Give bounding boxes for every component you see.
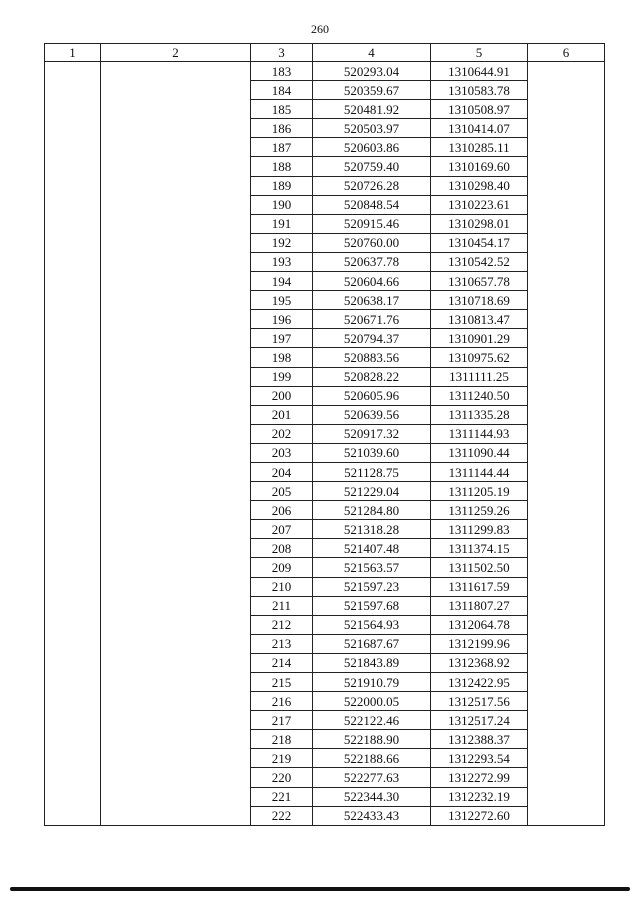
y-coordinate-cell: 1310975.62 xyxy=(431,348,528,367)
x-coordinate-cell: 522433.43 xyxy=(313,806,431,825)
point-number-cell: 211 xyxy=(251,596,313,615)
column-header-2: 2 xyxy=(101,44,251,62)
point-number-cell: 192 xyxy=(251,233,313,252)
point-number-cell: 198 xyxy=(251,348,313,367)
x-coordinate-cell: 521039.60 xyxy=(313,443,431,462)
point-number-cell: 202 xyxy=(251,424,313,443)
column-1-cell xyxy=(45,62,101,826)
x-coordinate-cell: 520481.92 xyxy=(313,100,431,119)
x-coordinate-cell: 520639.56 xyxy=(313,405,431,424)
point-number-cell: 196 xyxy=(251,310,313,329)
x-coordinate-cell: 522122.46 xyxy=(313,711,431,730)
column-header-5: 5 xyxy=(431,44,528,62)
x-coordinate-cell: 520637.78 xyxy=(313,252,431,271)
x-coordinate-cell: 522188.90 xyxy=(313,730,431,749)
point-number-cell: 189 xyxy=(251,176,313,195)
y-coordinate-cell: 1312368.92 xyxy=(431,653,528,672)
page-number: 260 xyxy=(311,22,329,36)
x-coordinate-cell: 520671.76 xyxy=(313,310,431,329)
x-coordinate-cell: 521128.75 xyxy=(313,462,431,481)
y-coordinate-cell: 1310542.52 xyxy=(431,252,528,271)
x-coordinate-cell: 520726.28 xyxy=(313,176,431,195)
x-coordinate-cell: 520828.22 xyxy=(313,367,431,386)
x-coordinate-cell: 521318.28 xyxy=(313,520,431,539)
x-coordinate-cell: 521564.93 xyxy=(313,615,431,634)
y-coordinate-cell: 1311240.50 xyxy=(431,386,528,405)
x-coordinate-cell: 521597.23 xyxy=(313,577,431,596)
table-body xyxy=(45,62,605,826)
point-number-cell: 207 xyxy=(251,520,313,539)
point-number-cell: 185 xyxy=(251,100,313,119)
x-coordinate-cell: 520794.37 xyxy=(313,329,431,348)
x-coordinate-cell: 520917.32 xyxy=(313,424,431,443)
point-number-cell: 199 xyxy=(251,367,313,386)
x-coordinate-cell: 520503.97 xyxy=(313,119,431,138)
point-number-cell: 208 xyxy=(251,539,313,558)
point-number-cell: 222 xyxy=(251,806,313,825)
point-number-cell: 210 xyxy=(251,577,313,596)
column-header-6: 6 xyxy=(528,44,605,62)
column-header-4: 4 xyxy=(313,44,431,62)
point-number-cell: 201 xyxy=(251,405,313,424)
x-coordinate-cell: 522344.30 xyxy=(313,787,431,806)
point-number-cell: 183 xyxy=(251,62,313,81)
y-coordinate-cell: 1311617.59 xyxy=(431,577,528,596)
y-coordinate-cell: 1312199.96 xyxy=(431,634,528,653)
y-coordinate-cell: 1310657.78 xyxy=(431,272,528,291)
point-number-cell: 193 xyxy=(251,252,313,271)
point-number-cell: 206 xyxy=(251,501,313,520)
x-coordinate-cell: 521843.89 xyxy=(313,653,431,672)
point-number-cell: 187 xyxy=(251,138,313,157)
table-row xyxy=(45,62,605,81)
y-coordinate-cell: 1310644.91 xyxy=(431,62,528,81)
y-coordinate-cell: 1310285.11 xyxy=(431,138,528,157)
y-coordinate-cell: 1310298.01 xyxy=(431,214,528,233)
column-header-3: 3 xyxy=(251,44,313,62)
y-coordinate-cell: 1310298.40 xyxy=(431,176,528,195)
y-coordinate-cell: 1311144.93 xyxy=(431,424,528,443)
footer-divider xyxy=(10,887,630,891)
point-number-cell: 190 xyxy=(251,195,313,214)
y-coordinate-cell: 1311144.44 xyxy=(431,462,528,481)
y-coordinate-cell: 1310583.78 xyxy=(431,81,528,100)
x-coordinate-cell: 521910.79 xyxy=(313,673,431,692)
x-coordinate-cell: 520638.17 xyxy=(313,291,431,310)
y-coordinate-cell: 1311205.19 xyxy=(431,482,528,501)
y-coordinate-cell: 1311335.28 xyxy=(431,405,528,424)
x-coordinate-cell: 520760.00 xyxy=(313,233,431,252)
x-coordinate-cell: 521687.67 xyxy=(313,634,431,653)
point-number-cell: 195 xyxy=(251,291,313,310)
x-coordinate-cell: 520759.40 xyxy=(313,157,431,176)
y-coordinate-cell: 1311259.26 xyxy=(431,501,528,520)
point-number-cell: 186 xyxy=(251,119,313,138)
x-coordinate-cell: 521563.57 xyxy=(313,558,431,577)
y-coordinate-cell: 1310454.17 xyxy=(431,233,528,252)
x-coordinate-cell: 520603.86 xyxy=(313,138,431,157)
point-number-cell: 203 xyxy=(251,443,313,462)
x-coordinate-cell: 520605.96 xyxy=(313,386,431,405)
x-coordinate-cell: 522277.63 xyxy=(313,768,431,787)
y-coordinate-cell: 1312272.99 xyxy=(431,768,528,787)
y-coordinate-cell: 1312422.95 xyxy=(431,673,528,692)
coordinates-table xyxy=(44,43,605,826)
y-coordinate-cell: 1311807.27 xyxy=(431,596,528,615)
y-coordinate-cell: 1312064.78 xyxy=(431,615,528,634)
y-coordinate-cell: 1310813.47 xyxy=(431,310,528,329)
point-number-cell: 219 xyxy=(251,749,313,768)
y-coordinate-cell: 1310901.29 xyxy=(431,329,528,348)
y-coordinate-cell: 1311502.50 xyxy=(431,558,528,577)
point-number-cell: 205 xyxy=(251,482,313,501)
point-number-cell: 212 xyxy=(251,615,313,634)
column-header-1: 1 xyxy=(45,44,101,62)
x-coordinate-cell: 520915.46 xyxy=(313,214,431,233)
x-coordinate-cell: 521597.68 xyxy=(313,596,431,615)
y-coordinate-cell: 1312517.24 xyxy=(431,711,528,730)
column-6-cell xyxy=(528,62,605,826)
x-coordinate-cell: 520848.54 xyxy=(313,195,431,214)
point-number-cell: 213 xyxy=(251,634,313,653)
y-coordinate-cell: 1310718.69 xyxy=(431,291,528,310)
point-number-cell: 221 xyxy=(251,787,313,806)
y-coordinate-cell: 1312388.37 xyxy=(431,730,528,749)
point-number-cell: 217 xyxy=(251,711,313,730)
point-number-cell: 184 xyxy=(251,81,313,100)
point-number-cell: 218 xyxy=(251,730,313,749)
y-coordinate-cell: 1311299.83 xyxy=(431,520,528,539)
y-coordinate-cell: 1311374.15 xyxy=(431,539,528,558)
point-number-cell: 188 xyxy=(251,157,313,176)
point-number-cell: 204 xyxy=(251,462,313,481)
y-coordinate-cell: 1312517.56 xyxy=(431,692,528,711)
point-number-cell: 191 xyxy=(251,214,313,233)
y-coordinate-cell: 1310169.60 xyxy=(431,157,528,176)
y-coordinate-cell: 1310508.97 xyxy=(431,100,528,119)
point-number-cell: 214 xyxy=(251,653,313,672)
x-coordinate-cell: 520883.56 xyxy=(313,348,431,367)
x-coordinate-cell: 520359.67 xyxy=(313,81,431,100)
y-coordinate-cell: 1312272.60 xyxy=(431,806,528,825)
y-coordinate-cell: 1310414.07 xyxy=(431,119,528,138)
y-coordinate-cell: 1312232.19 xyxy=(431,787,528,806)
x-coordinate-cell: 520293.04 xyxy=(313,62,431,81)
x-coordinate-cell: 522188.66 xyxy=(313,749,431,768)
x-coordinate-cell: 521229.04 xyxy=(313,482,431,501)
point-number-cell: 209 xyxy=(251,558,313,577)
x-coordinate-cell: 521284.80 xyxy=(313,501,431,520)
x-coordinate-cell: 522000.05 xyxy=(313,692,431,711)
point-number-cell: 216 xyxy=(251,692,313,711)
y-coordinate-cell: 1310223.61 xyxy=(431,195,528,214)
point-number-cell: 194 xyxy=(251,272,313,291)
point-number-cell: 215 xyxy=(251,673,313,692)
y-coordinate-cell: 1311111.25 xyxy=(431,367,528,386)
y-coordinate-cell: 1311090.44 xyxy=(431,443,528,462)
header-row xyxy=(45,44,605,62)
point-number-cell: 220 xyxy=(251,768,313,787)
point-number-cell: 197 xyxy=(251,329,313,348)
x-coordinate-cell: 520604.66 xyxy=(313,272,431,291)
column-2-cell xyxy=(101,62,251,826)
point-number-cell: 200 xyxy=(251,386,313,405)
y-coordinate-cell: 1312293.54 xyxy=(431,749,528,768)
x-coordinate-cell: 521407.48 xyxy=(313,539,431,558)
